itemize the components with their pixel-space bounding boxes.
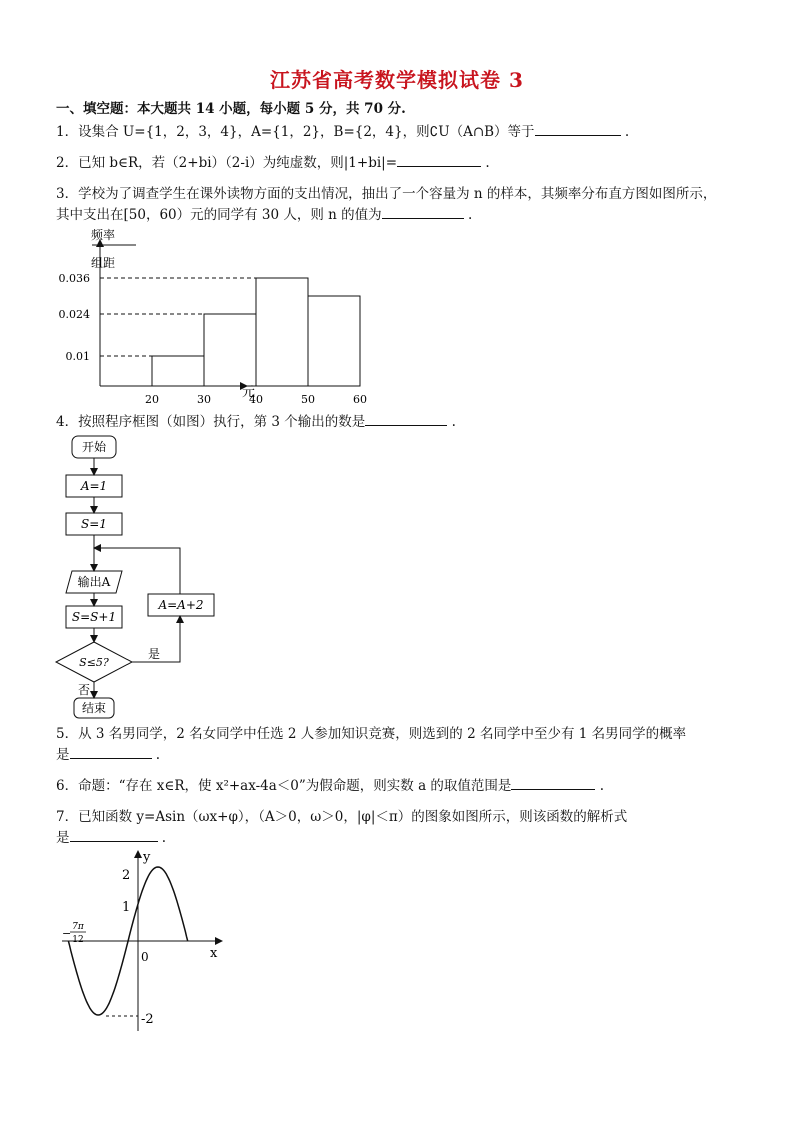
question-3-end: . (467, 207, 473, 223)
y-tick-label: 0.036 (58, 272, 90, 285)
x-tick-label: 60 (353, 393, 367, 406)
answer-blank-7[interactable] (70, 829, 158, 842)
start-label: 开始 (81, 440, 107, 454)
x-tick-label: 50 (301, 393, 315, 406)
question-6-text: 6．命题：“存在 x∈R，使 x²+ax-4a＜0”为假命题，则实数 a 的取值范围是 (56, 778, 512, 794)
answer-blank-2[interactable] (397, 154, 481, 167)
fraction-numerator: 7π (72, 922, 84, 932)
histogram-bar (308, 296, 360, 386)
question-7-line-1: 7．已知函数 y=Asin（ωx+φ），（A＞0，ω＞0，|φ|＜π）的图象如图所示，则该函数的解析式 (56, 809, 628, 825)
histogram-bar (152, 356, 204, 386)
question-6-end: . (599, 778, 605, 794)
y-label-top: 频率 (90, 228, 116, 242)
question-5-text: 是 (56, 747, 70, 763)
yes-label: 是 (148, 647, 161, 661)
histogram-bar (256, 278, 308, 386)
x-tick-label: 20 (145, 393, 159, 406)
question-4-text: 4．按照程序框图（如图）执行，第 3 个输出的数是 (56, 414, 366, 430)
question-3-text: 其中支出在[50，60）元的同学有 30 人，则 n 的值为 (56, 207, 382, 223)
no-label: 否 (78, 683, 91, 697)
increment-a-label: A=A+2 (158, 598, 204, 612)
question-1 (56, 123, 629, 141)
section-heading: 一、填空题：本大题共 14 小题，每小题 5 分，共 70 分. (56, 101, 406, 117)
question-4 (56, 413, 456, 431)
condition-label: S≤5? (79, 656, 109, 669)
x-axis-label: 元 (242, 385, 256, 400)
answer-blank-4[interactable] (365, 413, 447, 426)
flowchart (50, 430, 230, 722)
x-tick-label: 40 (249, 393, 263, 406)
x-tick-label: 30 (197, 393, 211, 406)
y-axis-label: y (143, 850, 151, 865)
question-4-end: . (451, 414, 456, 430)
y-tick-label: 0.01 (65, 350, 90, 363)
assign-s-label: S=1 (81, 517, 107, 531)
origin-label: 0 (141, 950, 149, 964)
question-1-end: . (624, 124, 630, 140)
end-label: 结束 (81, 701, 107, 715)
page-title: 江苏省高考数学模拟试卷 3 (270, 68, 524, 92)
question-7-end: . (161, 830, 167, 846)
assign-a-label: A=1 (80, 479, 108, 493)
question-2 (56, 154, 490, 172)
x-axis-label: x (210, 946, 218, 961)
histogram-bar (204, 314, 256, 386)
question-5-line-1: 5．从 3 名男同学，2 名女同学中任选 2 人参加知识竞赛，则选到的 2 名同学中至少有 1 名男同学的概率 (56, 726, 687, 742)
question-1-text: 1．设集合 U={1，2，3，4}，A={1，2}，B={2，4}，则∁U（A∩B）等于 (56, 124, 535, 140)
answer-blank-6[interactable] (511, 777, 595, 790)
sine-graph (56, 845, 228, 1035)
y-label-bottom: 组距 (90, 256, 116, 270)
answer-blank-5[interactable] (70, 746, 152, 759)
question-2-end: . (485, 155, 490, 171)
tick-label-1: 1 (122, 900, 131, 915)
fraction-denominator: 12 (72, 935, 84, 945)
question-3-line-1: 3．学校为了调查学生在课外读物方面的支出情况，抽出了一个容量为 n 的样本，其频率分布直方图如图所示， (56, 186, 717, 202)
tick-label-neg-2: -2 (141, 1012, 154, 1027)
question-6 (56, 777, 604, 795)
question-2-text: 2．已知 b∈R，若（2+bi）（2-i）为纯虚数，则|1+bi|= (56, 155, 398, 171)
question-5-line-2 (56, 746, 160, 764)
answer-blank-3[interactable] (382, 206, 464, 219)
question-7-text: 是 (56, 830, 70, 846)
histogram (56, 225, 367, 411)
answer-blank-1[interactable] (535, 123, 621, 136)
question-5-end: . (155, 747, 161, 763)
y-tick-label: 0.024 (58, 308, 90, 321)
output-label: 输出A (77, 575, 111, 589)
question-3-line-2 (56, 206, 472, 224)
minus-sign: − (62, 927, 72, 940)
tick-label-2: 2 (122, 868, 131, 883)
increment-s-label: S=S+1 (71, 610, 117, 624)
